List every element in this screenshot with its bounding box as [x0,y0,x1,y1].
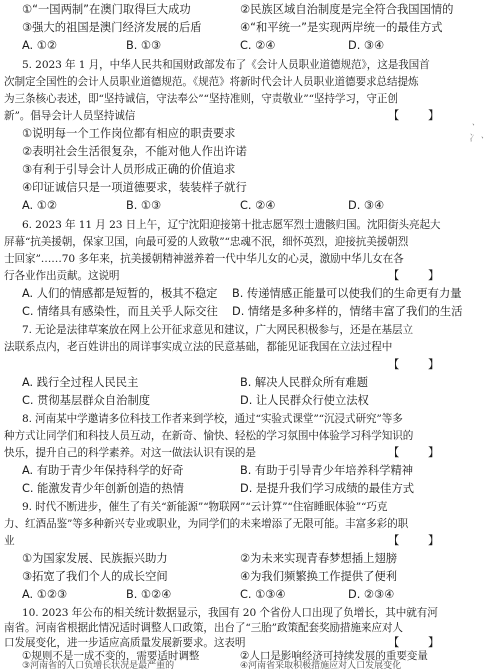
q6-stem-line-1: 6. 2023 年 11 月 23 日上午，辽宁沈阳迎接第十批志愿军烈士遗骸归国。沈阳街头亮起大 [22,219,441,231]
q9-option-b[interactable]: B. ①②④ [126,588,172,601]
prev-option-c[interactable]: C. ②④ [240,39,276,52]
q9-option-c[interactable]: C. ①③④ [240,588,286,601]
q5-statement-2: ②表明社会生活很复杂，不能对他人作出许诺 [22,145,247,158]
q10-answer-bracket[interactable]: 【 】 [388,636,440,649]
q9-statement-1: ①为国家发展、民族振兴助力 [22,552,168,565]
prev-option-b[interactable]: B. ①③ [126,39,162,52]
q8-option-c[interactable]: C. 能激发青少年创新创造的热情 [22,482,184,495]
q7-stem-line-2: 法联系点内，老百姓讲出的周详事实成立法的民意基础，都能见证我国在立法过程中 [4,341,393,353]
q6-option-d[interactable]: D. 情绪是多种多样的，情绪丰富了我们的生活 [232,305,463,318]
q8-option-b[interactable]: B. 有助于引导青少年培养科学精神 [240,464,414,477]
q5-option-a[interactable]: A. ①② [22,199,57,212]
q10-stem-line-1: 10. 2023 年公布的相关统计数据显示，我国有 20 个省份人口出现了负增长，其中就有河 [22,607,438,619]
q9-stem-line-3: 业 [4,535,15,547]
q9-answer-bracket[interactable]: 【 】 [388,534,440,547]
q7-option-b[interactable]: B. 解决人民群众所有难题 [240,376,368,389]
q7-option-c[interactable]: C. 贯彻基层群众自治制度 [22,394,151,407]
q5-answer-bracket[interactable]: 【 】 [388,109,440,122]
q9-option-a[interactable]: A. ①②③ [22,588,68,601]
q7-option-a[interactable]: A. 践行全过程人民民主 [22,376,139,389]
q10-statement-2: ②人口是影响经济可持续发展的重要变量 [240,650,428,662]
q5-stem-line-4: 新”。倡导会计人员坚持诚信 [4,110,136,122]
q7-option-d[interactable]: D. 让人民群众行使立法权 [240,394,369,407]
q5-option-d[interactable]: D. ③④ [348,199,385,212]
q7-answer-bracket[interactable]: 【 】 [388,358,440,371]
q9-stem-line-2: 力、红酒品鉴”等多种新兴专业或职业，为同学们的未来增添了无限可能。丰富多彩的职 [4,518,409,530]
q5-statement-4: ④印证诚信只是一项道德要求，装装样子就行 [22,181,247,194]
q6-option-b[interactable]: B. 传递情感正能量可以使我们的生命更有力量 [232,287,462,300]
prev-option-d[interactable]: D. ③④ [348,39,385,52]
q9-statement-2: ②为未来实现青春梦想插上翅膀 [240,552,397,565]
q5-stem-line-3: 为三条核心表述，即“坚持诚信，守法奉公”“坚持准则，守责敬业”“坚持学习，守正创 [4,93,398,105]
q10-stem-line-3: 口发展变化，进一步适应高质量发展新要求。这表明 [4,637,246,649]
q6-stem-line-3: 士回家”……70 多年来，抗美援朝精神滋养着一代中华儿女的心灵，激励中华儿女在各 [4,253,404,265]
prev-statement-1: ①“一国两制”在澳门取得巨大成功 [22,3,191,16]
q7-stem-line-1: 7. 无论是法律草案放在网上公开征求意见和建议，广大网民积极参与，还是在基层立 [22,324,413,336]
prev-statement-2: ②民族区域自治制度是完全符合我国国情的 [240,3,454,16]
q9-option-d[interactable]: D. ②③④ [348,588,395,601]
q5-statement-1: ①说明每一个工作岗位都有相应的职责要求 [22,127,236,140]
q6-stem-line-4: 行各业作出贡献。这说明 [4,270,120,282]
q8-option-d[interactable]: D. 是提升我们学习成绩的最佳方式 [240,482,415,495]
q6-option-c[interactable]: C. 情绪具有感染性，而且关乎人际交往 [22,305,218,318]
q8-answer-bracket[interactable]: 【 】 [388,446,440,459]
q10-statement-4: ④河南省采取积极措施应对人口发展变化 [240,661,402,671]
q5-stem-line-1: 5. 2023 年 1 月，中华人民共和国财政部发布了《会计人员职业道德规范》，这是我国首 [22,59,430,71]
q8-option-a[interactable]: A. 有助于青少年保持科学的好奇 [22,464,184,477]
q10-statement-1: ①规则不是一成不变的，需要适时调整 [22,650,200,662]
q9-statement-3: ③拓宽了我们个人的成长空间 [22,570,168,583]
q10-statement-3: ③河南省的人口负增长状况是最严重的 [22,661,175,671]
q6-option-a[interactable]: A. 人们的情感都是短暂的，极其不稳定 [22,287,218,300]
prev-statement-4: ④“和平统一”是实现两岸统一的最佳方式 [240,21,443,34]
q5-option-b[interactable]: B. ①③ [126,199,162,212]
q9-statement-4: ④为我们频繁换工作提供了便利 [240,570,397,583]
prev-statement-3: ③强大的祖国是澳门经济发展的后盾 [22,21,202,34]
q9-stem-line-1: 9. 时代不断进步，催生了有关“新能源”“物联网”“云计算”“住宿睡眠体验”“巧克 [22,501,388,513]
q5-statement-3: ③有利于引导会计人员形成正确的价值追求 [22,163,236,176]
q6-answer-bracket[interactable]: 【 】 [388,269,440,282]
q8-stem-line-1: 8. 河南某中学邀请多位科技工作者来到学校，通过“实验式课堂”“沉浸式研究”等多 [22,413,403,425]
prev-option-a[interactable]: A. ①② [22,39,57,52]
q5-option-c[interactable]: C. ②④ [240,199,276,212]
q8-stem-line-2: 种方式让同学们和科技人员互动，在新奇、愉快、轻松的学习氛围中体验学习科学知识的 [4,430,414,442]
q5-stem-line-2: 次制定全国性的会计人员职业道德规范。《规范》将新时代会计人员职业道德要求总结提炼 [4,76,419,88]
q6-stem-line-2: 屏幕“抗美援朝，保家卫国，向最可爱的人致敬”“忠魂不泯，细怀英烈，迎接抗美援朝烈 [4,236,409,248]
q10-stem-line-2: 南省。河南省根据此情况适时调整人口政策，出台了“三胎”政策配套奖励措施来应对人 [4,622,403,634]
q8-stem-line-3: 快乐，提升自己的科学素养。对这一做法认识有误的是 [4,447,256,459]
margin-mark: ㆍ 冫ㆍ [469,121,487,144]
